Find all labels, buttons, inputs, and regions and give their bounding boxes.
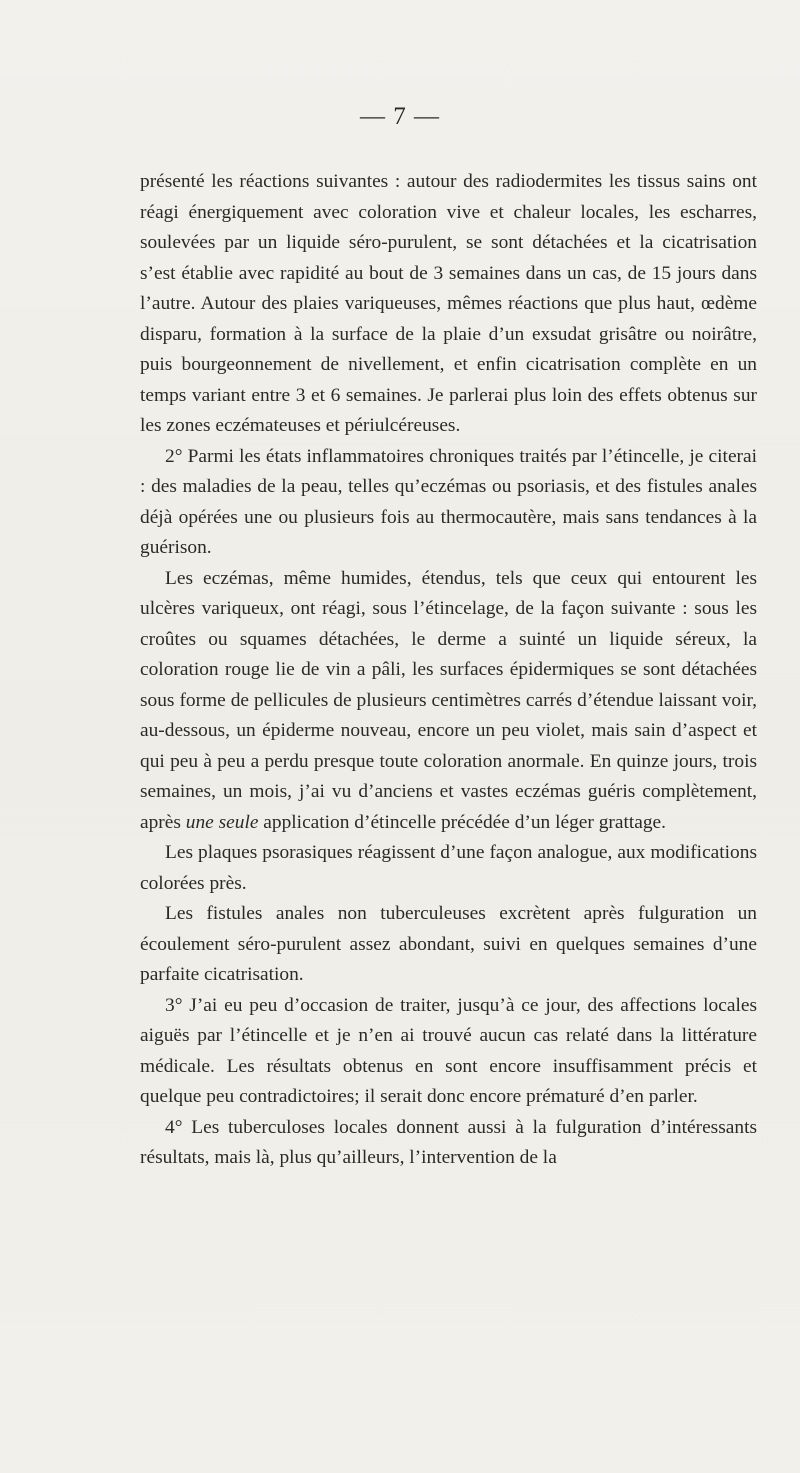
paragraph-2: 2° Parmi les états inflammatoires chroniques traités par l’étincelle, je citerai : des maladies de la peau, telles qu’eczémas ou psoriasis, et des fistules anales déjà opérées une ou plusieurs fois au thermocautère, mais sans tendances à la guérison.	[140, 445, 757, 558]
paragraph-4: Les plaques psorasiques réagissent d’une façon analogue, aux modifications colorées près.	[140, 842, 757, 894]
paragraph-6: 3° J’ai eu peu d’occasion de traiter, jusqu’à ce jour, des affections locales aiguës par l’étincelle et je n’en ai trouvé aucun cas relaté dans la littérature médicale. Les résultats obtenus en sont encore insuffisamment précis et quelque peu contradictoires; il serait donc encore prématuré d’en parler.	[140, 994, 757, 1107]
paragraph-3	[140, 564, 757, 839]
emphasis-une-seule: une seule	[185, 811, 259, 833]
body-text	[140, 167, 757, 1174]
page-number: — 7 —	[360, 103, 440, 130]
paragraph-3-end: application d’étincelle précédée d’un léger grattage.	[258, 811, 666, 833]
paragraph-7: 4° Les tuberculoses locales donnent aussi à la fulguration d’intéressants résultats, mais là, plus qu’ailleurs, l’intervention de la	[140, 1116, 757, 1168]
paragraph-3-start: Les eczémas, même humides, étendus, tels que ceux qui entourent les ulcères variqueux, ont réagi, sous l’étincelage, de la façon suivante : sous les croûtes ou squames détachées, le derme a suinté un liquide séreux, la coloration rouge lie de vin a pâli, les surfaces épidermiques se sont détachées sous forme de pellicules de plusieurs centimètres carrés d’étendue laissant voir, au-dessous, un épiderme nouveau, encore un peu violet, mais sain d’aspect et qui peu à peu a perdu presque toute coloration anormale. En quinze jours, trois semaines, un mois, j’ai vu d’anciens et vastes eczémas guéris complètement, après	[140, 567, 757, 833]
paragraph-1: présenté les réactions suivantes : autour des radiodermites les tissus sains ont réagi énergiquement avec coloration vive et chaleur locales, les escharres, soulevées par un liquide séro-purulent, se sont détachées et la cicatrisation s’est établie avec rapidité au bout de 3 semaines dans un cas, de 15 jours dans l’autre. Autour des plaies variqueuses, mêmes réactions que plus haut, œdème disparu, formation à la surface de la plaie d’un exsudat grisâtre ou noirâtre, puis bourgeonnement de nivellement, et enfin cicatrisation complète en un temps variant entre 3 et 6 semaines. Je parlerai plus loin des effets obtenus sur les zones eczémateuses et périulcéreuses.	[140, 171, 757, 436]
paragraph-5: Les fistules anales non tuberculeuses excrètent après fulguration un écoulement séro-purulent assez abondant, suivi en quelques semaines d’une parfaite cicatrisation.	[140, 903, 757, 985]
